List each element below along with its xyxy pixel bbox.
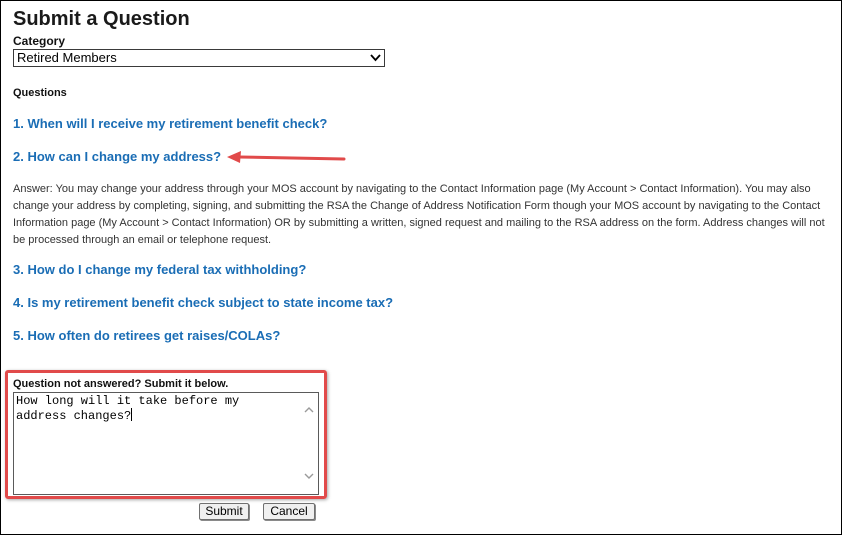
page-title: Submit a Question <box>13 8 190 30</box>
text-caret <box>131 408 132 421</box>
scroll-down-icon[interactable] <box>303 471 315 481</box>
category-label: Category <box>13 34 66 48</box>
scroll-up-icon[interactable] <box>303 405 315 415</box>
cancel-button[interactable]: Cancel <box>263 503 315 520</box>
answer-text: Answer: You may change your address through your MOS account by navigating to the Contact Information page (My Account > Contact Information). You may also change your address by completing, signing, and submitting the RSA the Change of Address Notification Form though your MOS account by navigating to the Contact Information page (My Account > Contact Information) OR by submitting a written, signed request and mailing to the RSA address on the form. Address changes will not be processed through an email or telephone request. <box>13 183 825 246</box>
question-link-2[interactable]: 2. How can I change my address? <box>13 149 222 164</box>
question-link-1[interactable]: 1. When will I receive my retirement benefit check? <box>13 116 328 131</box>
question-link-4[interactable]: 4. Is my retirement benefit check subject to state income tax? <box>13 295 394 310</box>
chevron-down-icon <box>369 52 382 64</box>
question-link-5[interactable]: 5. How often do retirees get raises/COLAs? <box>13 328 281 343</box>
question-textarea[interactable] <box>13 392 319 495</box>
submit-question-label: Question not answered? Submit it below. <box>13 378 229 390</box>
category-select-value: Retired Members <box>17 50 117 65</box>
question-textarea-value: How long will it take before my address changes? <box>16 394 247 423</box>
submit-button[interactable]: Submit <box>199 503 249 520</box>
category-select[interactable] <box>13 49 385 67</box>
questions-heading: Questions <box>13 87 67 99</box>
question-link-3[interactable]: 3. How do I change my federal tax withholding? <box>13 262 307 277</box>
annotation-arrow-icon <box>225 149 347 169</box>
